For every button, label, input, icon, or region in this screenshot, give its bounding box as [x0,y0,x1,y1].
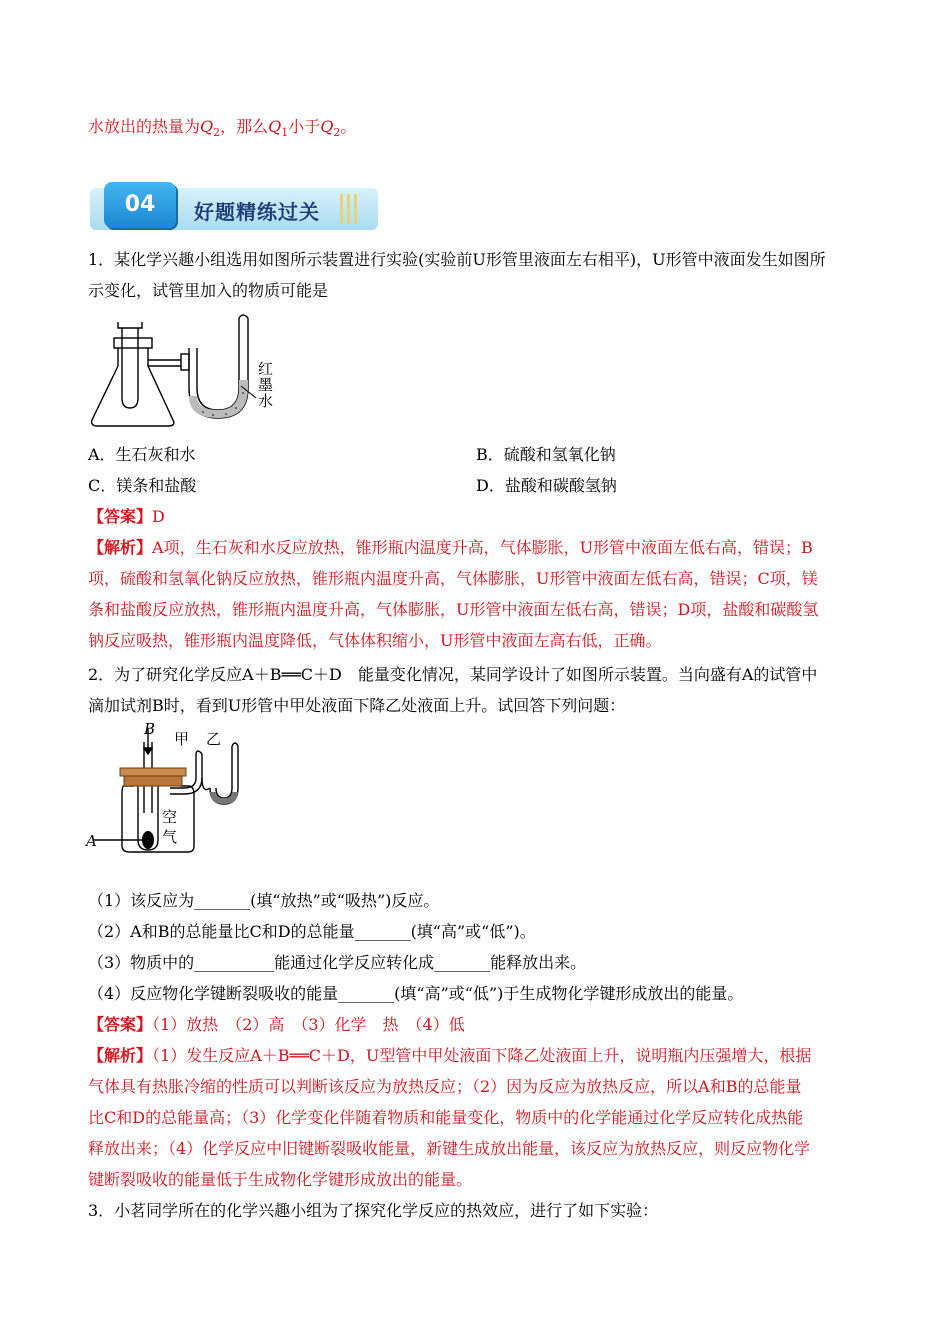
q2-stem-line1: 2．为了研究化学反应A＋B══C＋D 能量变化情况，某同学设计了如图所示装置。当向盛有A的试管中 [88,665,818,684]
q2-answer [88,1014,465,1036]
q2-analysis-line [88,1045,811,1067]
q2-symbol: Q [320,117,334,136]
q2-subquestion-4: （4）反应物化学键断裂吸收的能量_______(填“高”或“低”)于生成物化学键形成放出的能量。 [88,984,744,1003]
q1-option-d: D．盐酸和碳酸氢钠 [476,476,617,495]
label-b: B [144,720,156,738]
continued-analysis-line [88,116,356,144]
analysis-text: （1）发生反应A＋B══C＋D，U型管中甲处液面下降乙处液面上升，说明瓶内压强增大，根据 [152,1046,812,1065]
text-fragment: ，那么 [220,117,269,136]
section-number: 04 [104,182,176,228]
q1-answer [88,506,165,528]
q1-stem-line2: 示变化，试管里加入的物质可能是 [88,281,329,300]
answer-tag: 【答案】 [88,1015,153,1034]
analysis-text: A项，生石灰和水反应放热，锥形瓶内温度升高，气体膨胀，U形管中液面左低右高，错误；B [152,538,813,557]
q1-analysis-line: 项，硫酸和氢氧化钠反应放热，锥形瓶内温度升高，气体膨胀，U形管中液面左低右高，错误；C项，镁 [88,569,818,588]
q2-analysis-line: 比C和D的总能量高；（3）化学变化伴随着物质和能量变化，物质中的化学能通过化学反应转化成热能 [88,1108,804,1127]
q2-analysis-line: 释放出来；（4）化学反应中旧键断裂吸收能量，新键生成放出能量，该反应为放热反应，则反应物化学 [88,1139,811,1158]
label-yi: 乙 [206,730,222,748]
q2-symbol: Q [200,117,214,136]
analysis-tag: 【解析】 [88,1046,153,1065]
q1-analysis-line [88,537,813,559]
q2-subquestion-2: （2）A和B的总能量比C和D的总能量_______(填“高”或“低”)。 [88,922,536,941]
q2-stem-line2: 滴加试剂B时，看到U形管中甲处液面下降乙处液面上升。试回答下列问题： [88,696,626,715]
q1-stem-line1: 1．某化学兴趣小组选用如图所示装置进行实验(实验前U形管里液面左右相平)，U形管中液面发生如图所 [88,250,826,269]
text-fragment: 水放出的热量为 [88,117,201,136]
label-jia: 甲 [174,730,190,748]
banner-decoration [340,194,361,228]
label-air-2: 气 [162,828,178,846]
section-banner [90,182,380,234]
q2-subscript: 2 [333,126,341,140]
q1-option-c: C．镁条和盐酸 [88,476,197,495]
answer-value: D [152,507,165,526]
q1-option-a: A．生石灰和水 [88,445,196,464]
figure-label-char: 水 [258,392,274,410]
q2-apparatus-figure [84,718,254,858]
q1-analysis-line: 钠反应吸热，锥形瓶内温度降低，气体体积缩小，U形管中液面左高右低，正确。 [88,631,662,650]
q1-subscript: 1 [281,126,289,140]
q3-stem-line1: 3．小茗同学所在的化学兴趣小组为了探究化学反应的热效应，进行了如下实验： [88,1201,659,1220]
analysis-tag: 【解析】 [88,538,153,557]
q2-subquestion-1: （1）该反应为_______(填“放热”或“吸热”)反应。 [88,891,440,910]
section-title: 好题精练过关 [194,200,320,224]
q2-analysis-line: 键断裂吸收的能量低于生成物化学键形成放出的能量。 [88,1170,473,1189]
label-a: A [86,832,97,850]
q2-analysis-line: 气体具有热胀冷缩的性质可以判断该反应为放热反应；（2）因为反应为放热反应，所以A和B的总能量 [88,1077,802,1096]
q2-subquestion-3: （3）物质中的__________能通过化学反应转化成_______能释放出来。 [88,953,587,972]
q1-symbol: Q [268,117,282,136]
answer-tag: 【答案】 [88,507,153,526]
q1-option-b: B．硫酸和氢氧化钠 [476,445,616,464]
q1-analysis-line: 条和盐酸反应放热，锥形瓶内温度升高，气体膨胀，U形管中液面左低右高，错误；D项，盐酸和碳酸氢 [88,600,819,619]
q1-apparatus-figure [88,308,288,436]
figure-label-char: 红 [258,360,274,378]
label-air-1: 空 [162,808,178,826]
answer-value: （1）放热 （2）高 （3）化学 热 （4）低 [152,1015,465,1034]
text-fragment: 小于 [288,117,321,136]
figure-label-char: 墨 [258,376,274,394]
text-fragment: 。 [340,117,357,136]
q2-subscript: 2 [213,126,221,140]
